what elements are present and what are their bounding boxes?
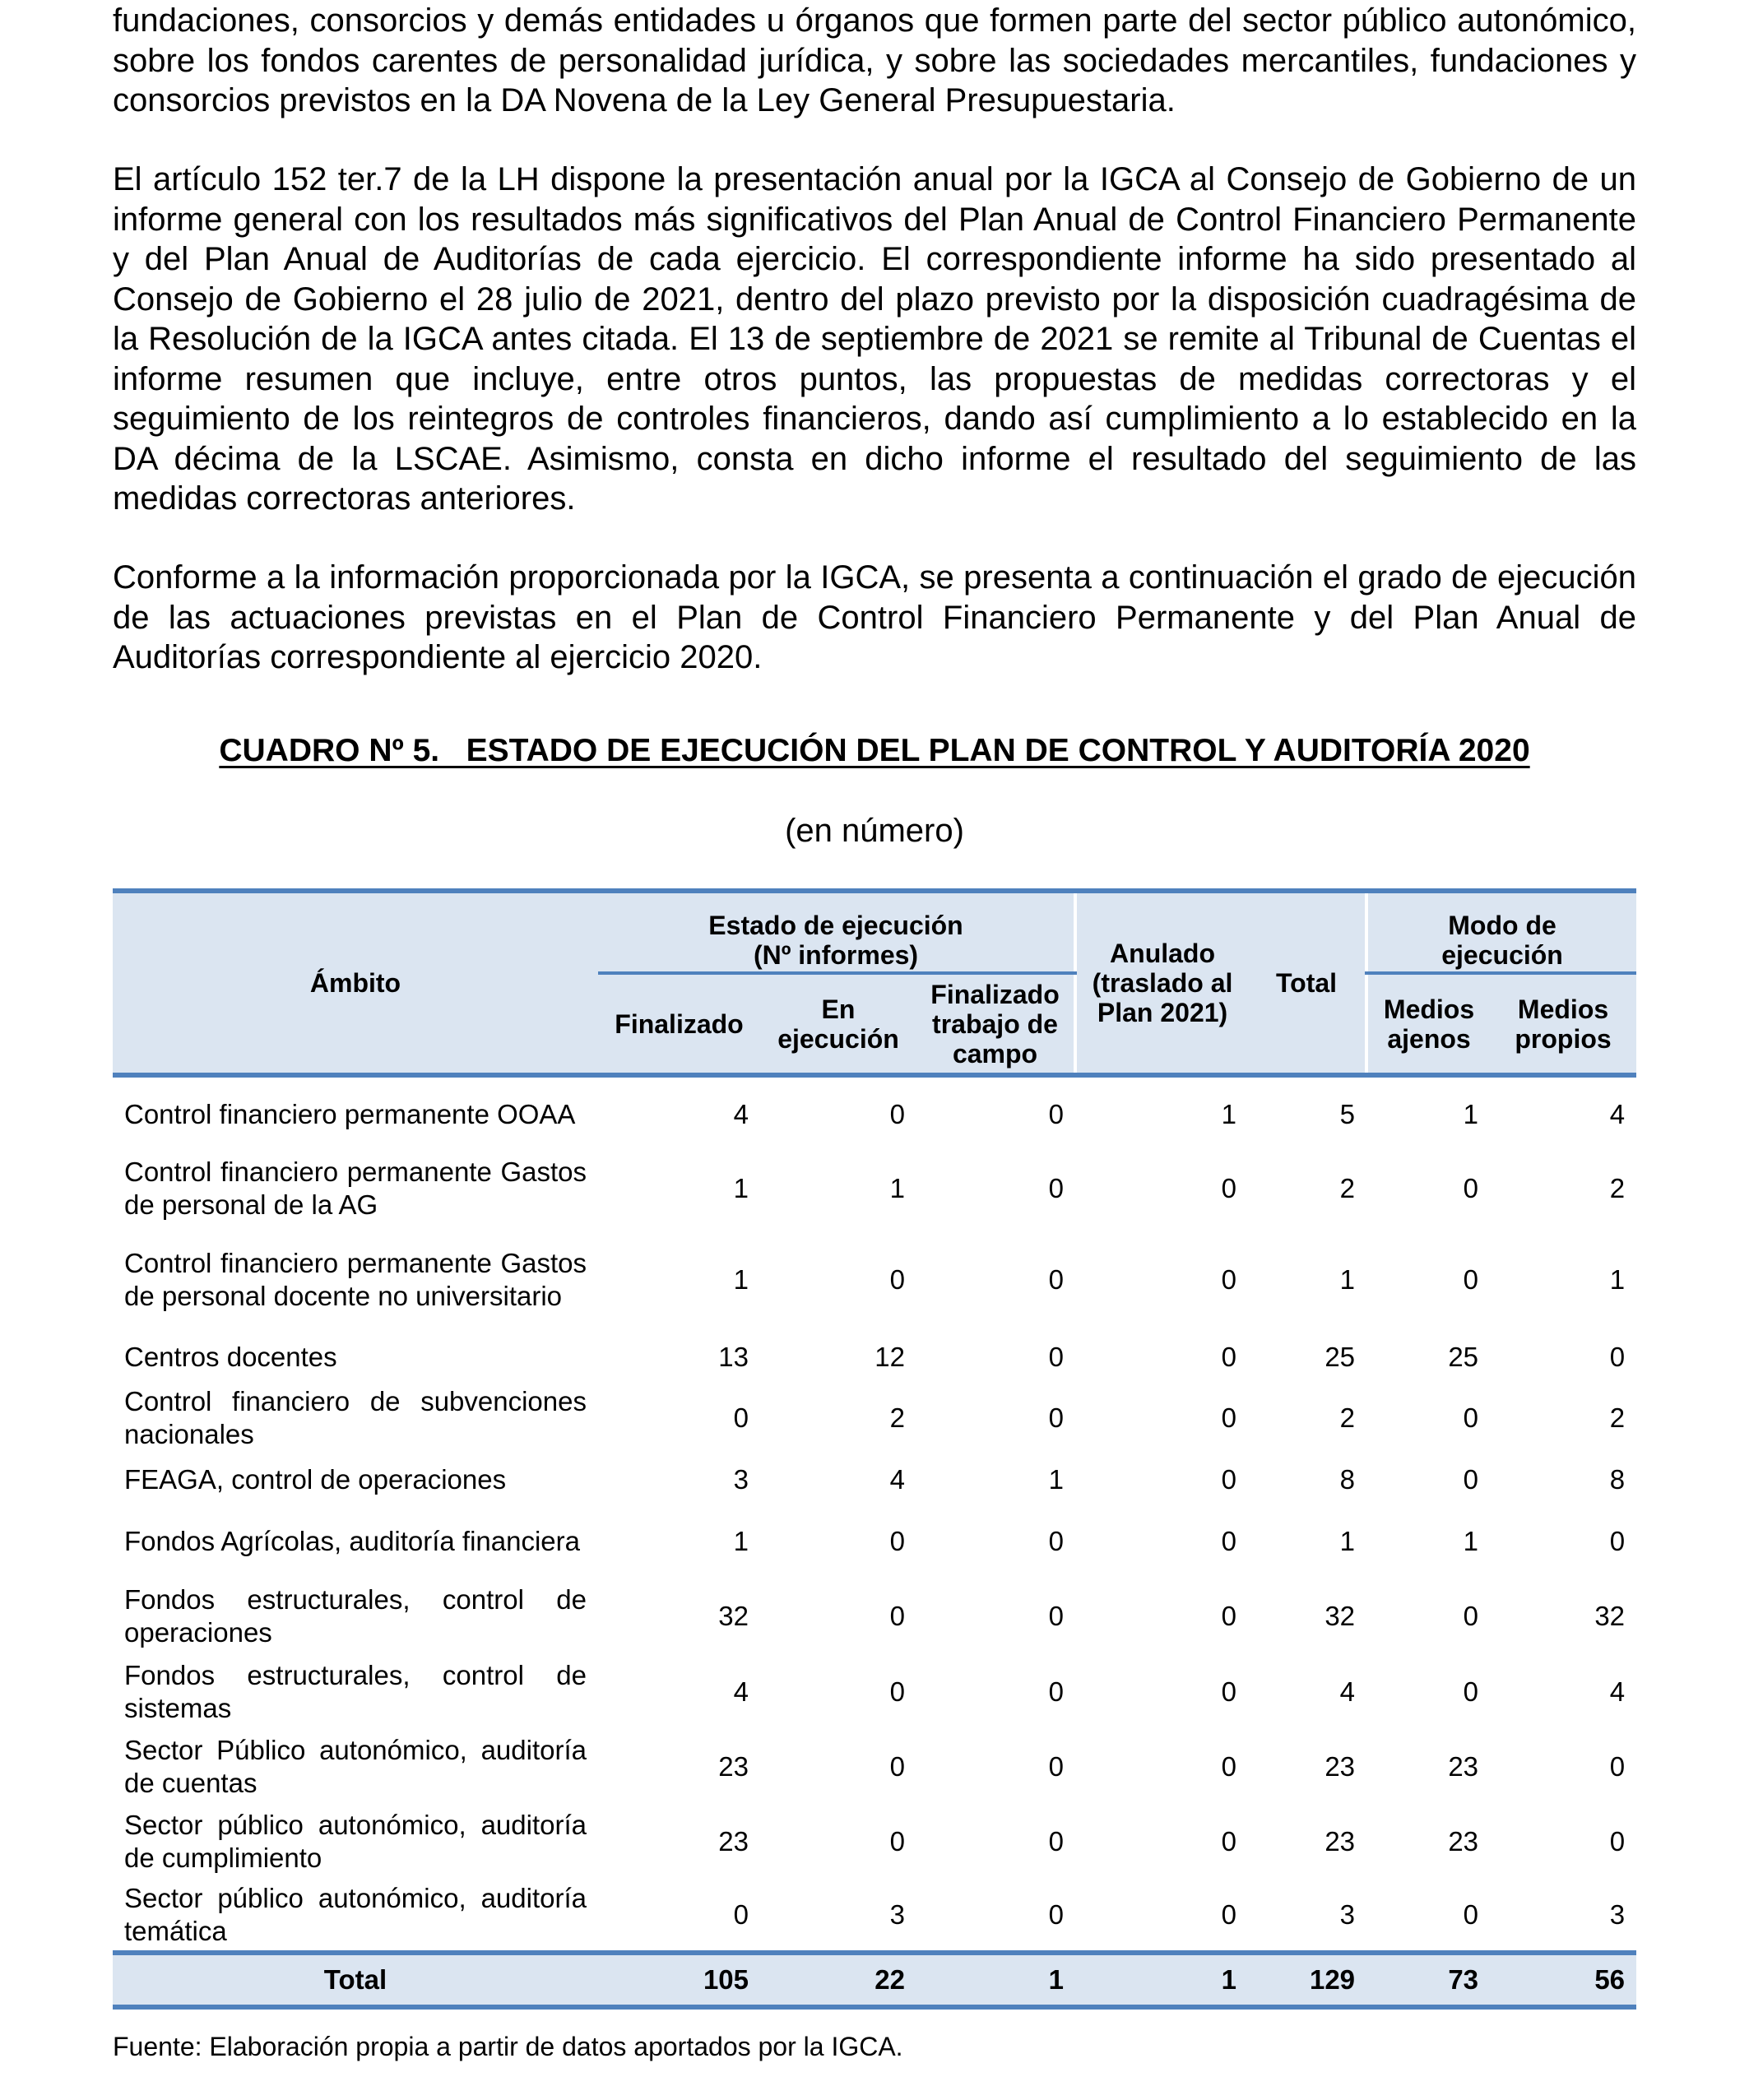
table-total-row xyxy=(113,1953,1636,2007)
cell-total: 25 xyxy=(1325,1342,1356,1372)
header-estado: Estado de ejecución (Nº informes) xyxy=(598,891,1075,973)
cell-medios-propios: 0 xyxy=(1609,1825,1626,1857)
cell-medios-ajenos: 0 xyxy=(1463,1464,1479,1495)
cell-medios-ajenos: 23 xyxy=(1448,1825,1479,1857)
cell-medios-propios: 4 xyxy=(1609,1676,1626,1707)
cell-en-ejecucion: 0 xyxy=(889,1825,905,1857)
total-en-ejecucion: 22 xyxy=(760,1953,916,2007)
total-label: Total xyxy=(113,1953,598,2007)
cell-finalizado: 3 xyxy=(733,1464,749,1495)
cell-total: 8 xyxy=(1339,1464,1356,1495)
cell-medios-ajenos: 23 xyxy=(1448,1750,1479,1782)
table-row xyxy=(113,1455,1636,1504)
table-title-text: CUADRO Nº 5. ESTADO DE EJECUCIÓN DEL PLAN DE CONTROL Y AUDITORÍA 2020 xyxy=(219,733,1530,768)
cell-anulado: 0 xyxy=(1221,1173,1237,1203)
header-anulado: Anulado (traslado al Plan 2021) xyxy=(1075,891,1248,1075)
cell-fin-trabajo-campo: 0 xyxy=(1048,1173,1065,1203)
cell-total: 2 xyxy=(1339,1173,1356,1203)
cell-fin-trabajo-campo: 1 xyxy=(1048,1464,1065,1495)
total-fin-trabajo-campo: 1 xyxy=(916,1953,1075,2007)
cell-fin-trabajo-campo: 0 xyxy=(1048,1526,1065,1556)
cell-fin-trabajo-campo: 0 xyxy=(1048,1898,1065,1930)
cell-ambito: Control financiero de subvenciones nacionales xyxy=(124,1386,587,1449)
cell-medios-propios: 32 xyxy=(1594,1601,1626,1631)
cell-anulado: 0 xyxy=(1221,1526,1237,1556)
table-row xyxy=(113,1226,1636,1333)
header-total: Total xyxy=(1248,891,1366,1075)
table-row xyxy=(113,1151,1636,1226)
table-source-note: Fuente: Elaboración propia a partir de datos aportados por la IGCA. xyxy=(113,2032,903,2061)
cell-anulado: 0 xyxy=(1221,1898,1237,1930)
cell-medios-propios: 3 xyxy=(1609,1898,1626,1930)
cell-anulado: 1 xyxy=(1221,1098,1237,1129)
cell-fin-trabajo-campo: 0 xyxy=(1048,1342,1065,1372)
cell-medios-propios: 2 xyxy=(1609,1402,1626,1433)
cell-total: 2 xyxy=(1339,1402,1356,1433)
header-medios-ajenos: Medios ajenos xyxy=(1366,973,1490,1075)
paragraph-conforme: Conforme a la información proporcionada por la IGCA, se presenta a continuación el grado de ejecución de las actuaciones previstas en el Plan de Control Financiero Permanente y del Plan Anual de Auditorías correspondiente al ejercicio 2020. xyxy=(113,559,1636,675)
table-row xyxy=(113,1075,1636,1151)
table-row xyxy=(113,1578,1636,1654)
cell-medios-propios: 0 xyxy=(1609,1750,1626,1782)
cell-ambito: Fondos Agrícolas, auditoría financiera xyxy=(124,1526,580,1556)
total-medios-ajenos: 73 xyxy=(1366,1953,1490,2007)
cell-finalizado: 32 xyxy=(718,1601,749,1631)
cell-fin-trabajo-campo: 0 xyxy=(1048,1676,1065,1707)
cell-anulado: 0 xyxy=(1221,1676,1237,1707)
table-row xyxy=(113,1381,1636,1455)
cell-ambito: Fondos estructurales, control de operaciones xyxy=(124,1584,587,1648)
cell-finalizado: 1 xyxy=(733,1173,749,1203)
cell-fin-trabajo-campo: 0 xyxy=(1048,1098,1065,1129)
total-anulado: 1 xyxy=(1075,1953,1248,2007)
cell-ambito: Control financiero permanente Gastos de personal docente no universitario xyxy=(124,1248,587,1311)
table-row xyxy=(113,1504,1636,1578)
cell-medios-propios: 2 xyxy=(1609,1173,1626,1203)
cell-anulado: 0 xyxy=(1221,1464,1237,1495)
cell-ambito: Fondos estructurales, control de sistemas xyxy=(124,1659,587,1723)
cell-en-ejecucion: 2 xyxy=(889,1402,905,1433)
header-medios-propios: Medios propios xyxy=(1490,973,1636,1075)
cell-medios-ajenos: 0 xyxy=(1463,1402,1479,1433)
cell-fin-trabajo-campo: 0 xyxy=(1048,1825,1065,1857)
cell-medios-ajenos: 0 xyxy=(1463,1898,1479,1930)
cell-total: 4 xyxy=(1339,1676,1356,1707)
cell-anulado: 0 xyxy=(1221,1342,1237,1372)
cell-ambito: FEAGA, control de operaciones xyxy=(124,1464,507,1495)
cell-medios-ajenos: 25 xyxy=(1448,1342,1479,1372)
cell-ambito: Control financiero permanente Gastos de personal de la AG xyxy=(124,1157,587,1220)
cell-total: 23 xyxy=(1325,1750,1356,1782)
cell-medios-propios: 8 xyxy=(1609,1464,1626,1495)
cell-en-ejecucion: 0 xyxy=(889,1098,905,1129)
cell-medios-propios: 0 xyxy=(1609,1526,1626,1556)
cell-ambito: Sector Público autonómico, auditoría de cuentas xyxy=(124,1734,587,1798)
cell-anulado: 0 xyxy=(1221,1750,1237,1782)
cell-medios-propios: 4 xyxy=(1609,1098,1626,1129)
header-ambito: Ámbito xyxy=(113,891,598,1075)
cell-medios-ajenos: 0 xyxy=(1463,1173,1479,1203)
cell-finalizado: 0 xyxy=(733,1898,749,1930)
total-medios-propios: 56 xyxy=(1490,1953,1636,2007)
cell-total: 23 xyxy=(1325,1825,1356,1857)
cell-total: 1 xyxy=(1339,1526,1356,1556)
total-total: 129 xyxy=(1248,1953,1366,2007)
cell-en-ejecucion: 12 xyxy=(874,1342,905,1372)
cell-fin-trabajo-campo: 0 xyxy=(1048,1750,1065,1782)
cell-en-ejecucion: 0 xyxy=(889,1601,905,1631)
cell-finalizado: 4 xyxy=(733,1676,749,1707)
cell-finalizado: 13 xyxy=(718,1342,749,1372)
cell-finalizado: 1 xyxy=(733,1526,749,1556)
cell-ambito: Control financiero permanente OOAA xyxy=(124,1098,576,1129)
table-subtitle: (en número) xyxy=(785,813,964,849)
cell-fin-trabajo-campo: 0 xyxy=(1048,1402,1065,1433)
table-row xyxy=(113,1654,1636,1729)
header-en-ejecucion: En ejecución xyxy=(760,973,916,1075)
cell-en-ejecucion: 0 xyxy=(889,1526,905,1556)
cell-medios-ajenos: 0 xyxy=(1463,1676,1479,1707)
cell-total: 1 xyxy=(1339,1264,1356,1295)
paragraph-articulo: El artículo 152 ter.7 de la LH dispone la presentación anual por la IGCA al Consejo de Gobierno de un informe general con los resultados más significativos del Plan Anual de Control Financiero Permanente y del Plan Anual de Auditorías de cada ejercicio. El correspondiente informe ha sido presentado al Consejo de Gobierno el 28 julio de 2021, dentro del plazo previsto por la disposición cuadragésima de la Resolución de la IGCA antes citada. El 13 de septiembre de 2021 se remite al Tribunal de Cuentas el informe resumen que incluye, entre otros puntos, las propuestas de medidas correctoras y el seguimiento de los reintegros de controles financieros, dando así cumplimiento a lo establecido en la DA décima de la LSCAE. Asimismo, consta en dicho informe el resultado del seguimiento de las medidas correctoras anteriores. xyxy=(113,161,1636,517)
cell-total: 32 xyxy=(1325,1601,1356,1631)
paragraph-intro: fundaciones, consorcios y demás entidades u órganos que formen parte del sector público autonómico, sobre los fondos carentes de personalidad jurídica, y sobre las sociedades mercantiles, fundaciones y consorcios previstos en la DA Novena de la Ley General Presupuestaria. xyxy=(113,2,1636,118)
cell-en-ejecucion: 0 xyxy=(889,1750,905,1782)
table-row xyxy=(113,1333,1636,1381)
cell-fin-trabajo-campo: 0 xyxy=(1048,1601,1065,1631)
cell-anulado: 0 xyxy=(1221,1825,1237,1857)
cell-ambito: Sector público autonómico, auditoría temática xyxy=(124,1882,587,1946)
cell-medios-propios: 1 xyxy=(1609,1264,1626,1295)
table-row xyxy=(113,1729,1636,1804)
cell-medios-ajenos: 0 xyxy=(1463,1601,1479,1631)
table-row xyxy=(113,1804,1636,1879)
cell-anulado: 0 xyxy=(1221,1402,1237,1433)
cell-anulado: 0 xyxy=(1221,1264,1237,1295)
cell-en-ejecucion: 1 xyxy=(889,1173,905,1203)
cell-en-ejecucion: 3 xyxy=(889,1898,905,1930)
cell-finalizado: 1 xyxy=(733,1264,749,1295)
header-finalizado: Finalizado xyxy=(598,973,760,1075)
cell-en-ejecucion: 4 xyxy=(889,1464,905,1495)
execution-table xyxy=(113,888,1636,2010)
cell-en-ejecucion: 0 xyxy=(889,1264,905,1295)
cell-medios-ajenos: 1 xyxy=(1463,1098,1479,1129)
total-finalizado: 105 xyxy=(598,1953,760,2007)
table-title xyxy=(113,730,1636,772)
header-modo: Modo de ejecución xyxy=(1366,891,1636,973)
cell-ambito: Centros docentes xyxy=(124,1342,337,1372)
cell-finalizado: 4 xyxy=(733,1098,749,1129)
cell-total: 5 xyxy=(1339,1098,1356,1129)
cell-total: 3 xyxy=(1339,1898,1356,1930)
cell-ambito: Sector público autonómico, auditoría de cumplimiento xyxy=(124,1809,587,1873)
cell-en-ejecucion: 0 xyxy=(889,1676,905,1707)
cell-anulado: 0 xyxy=(1221,1601,1237,1631)
cell-finalizado: 23 xyxy=(718,1750,749,1782)
cell-finalizado: 0 xyxy=(733,1402,749,1433)
cell-fin-trabajo-campo: 0 xyxy=(1048,1264,1065,1295)
cell-finalizado: 23 xyxy=(718,1825,749,1857)
table-row xyxy=(113,1879,1636,1953)
cell-medios-ajenos: 0 xyxy=(1463,1264,1479,1295)
cell-medios-ajenos: 1 xyxy=(1463,1526,1479,1556)
cell-medios-propios: 0 xyxy=(1609,1342,1626,1372)
header-finalizado-trabajo-campo: Finalizado trabajo de campo xyxy=(916,973,1075,1075)
